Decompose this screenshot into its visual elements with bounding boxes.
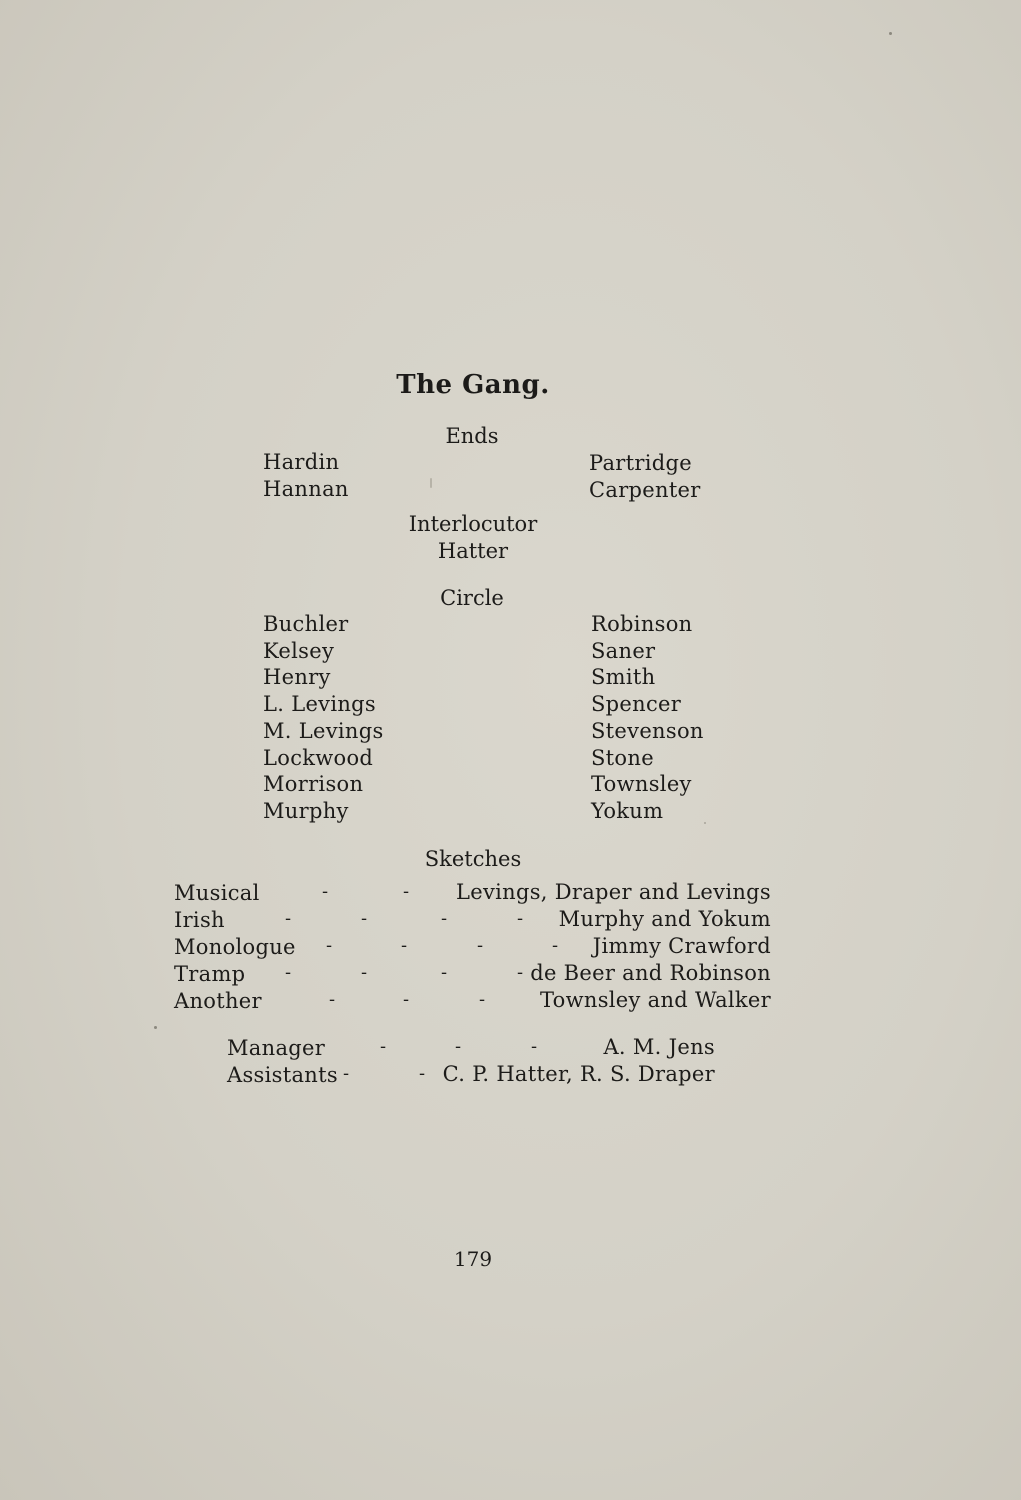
list-item: Smith <box>591 665 656 690</box>
page-number: 179 <box>453 1247 493 1271</box>
list-item: Henry <box>263 665 331 690</box>
staff-name: C. P. Hatter, R. S. Draper <box>442 1062 715 1086</box>
ends-heading: Ends <box>445 424 499 448</box>
page-title: The Gang. <box>396 370 550 400</box>
paper-speck <box>889 32 892 35</box>
dash-separator: - <box>403 881 410 902</box>
list-item: Morrison <box>263 772 364 797</box>
dash-separator: - <box>343 1063 350 1084</box>
list-item: Yokum <box>591 798 664 823</box>
list-item: L. Levings <box>263 692 376 717</box>
dash-separator: - <box>517 908 524 929</box>
sketch-performers: de Beer and Robinson <box>530 961 771 985</box>
list-item: Spencer <box>591 692 682 717</box>
dash-separator: - <box>477 935 484 956</box>
list-item: Stone <box>591 745 654 770</box>
list-item: Partridge <box>589 451 692 475</box>
ends-right-list <box>589 450 701 503</box>
sketch-performers: Murphy and Yokum <box>558 907 771 931</box>
dash-separator: - <box>361 908 368 929</box>
list-item: Lockwood <box>263 745 374 770</box>
circle-right-list <box>591 611 704 825</box>
list-item: Hardin <box>263 450 340 474</box>
dash-separator: - <box>552 935 559 956</box>
staff-label: Manager <box>227 1036 326 1060</box>
list-item: Saner <box>591 638 656 663</box>
sketch-label: Tramp <box>174 962 246 986</box>
dash-separator: - <box>329 989 336 1010</box>
list-item: Hannan <box>263 476 349 501</box>
sketch-performers: Townsley and Walker <box>539 988 771 1012</box>
dash-separator: - <box>285 908 292 929</box>
paper-speck <box>704 822 706 824</box>
sketches-heading: Sketches <box>424 847 522 871</box>
dash-separator: - <box>455 1036 462 1057</box>
staff-label: Assistants <box>227 1063 338 1087</box>
list-item: Robinson <box>591 612 693 636</box>
dash-separator: - <box>517 962 524 983</box>
sketch-label: Musical <box>174 881 260 905</box>
dash-separator: - <box>380 1036 387 1057</box>
interlocutor-name: Hatter <box>437 539 509 563</box>
sketch-label: Monologue <box>174 935 296 959</box>
dash-separator: - <box>401 935 408 956</box>
dash-separator: - <box>441 962 448 983</box>
sketch-label: Irish <box>174 908 225 932</box>
dash-separator: - <box>361 962 368 983</box>
list-item: Kelsey <box>263 638 335 663</box>
circle-heading: Circle <box>440 586 504 610</box>
dash-separator: - <box>322 881 329 902</box>
dash-separator: - <box>479 989 486 1010</box>
paper-speck <box>154 1026 157 1029</box>
circle-left-list <box>263 611 384 825</box>
staff-name: A. M. Jens <box>603 1035 715 1059</box>
sketch-label: Another <box>174 989 262 1013</box>
list-item: Townsley <box>591 772 692 797</box>
dash-separator: - <box>441 908 448 929</box>
sketch-performers: Levings, Draper and Levings <box>456 880 771 904</box>
list-item: Buchler <box>263 612 349 636</box>
dash-separator: - <box>403 989 410 1010</box>
list-item: Carpenter <box>589 477 701 502</box>
list-item: Murphy <box>263 798 349 823</box>
dash-separator: - <box>531 1036 538 1057</box>
sketch-performers: Jimmy Crawford <box>592 934 771 958</box>
ends-left-list <box>263 449 349 502</box>
interlocutor-heading: Interlocutor <box>408 512 538 536</box>
dash-separator: - <box>326 935 333 956</box>
paper-speck <box>430 478 432 488</box>
list-item: Stevenson <box>591 718 704 743</box>
dash-separator: - <box>419 1063 426 1084</box>
dash-separator: - <box>285 962 292 983</box>
list-item: M. Levings <box>263 718 384 743</box>
